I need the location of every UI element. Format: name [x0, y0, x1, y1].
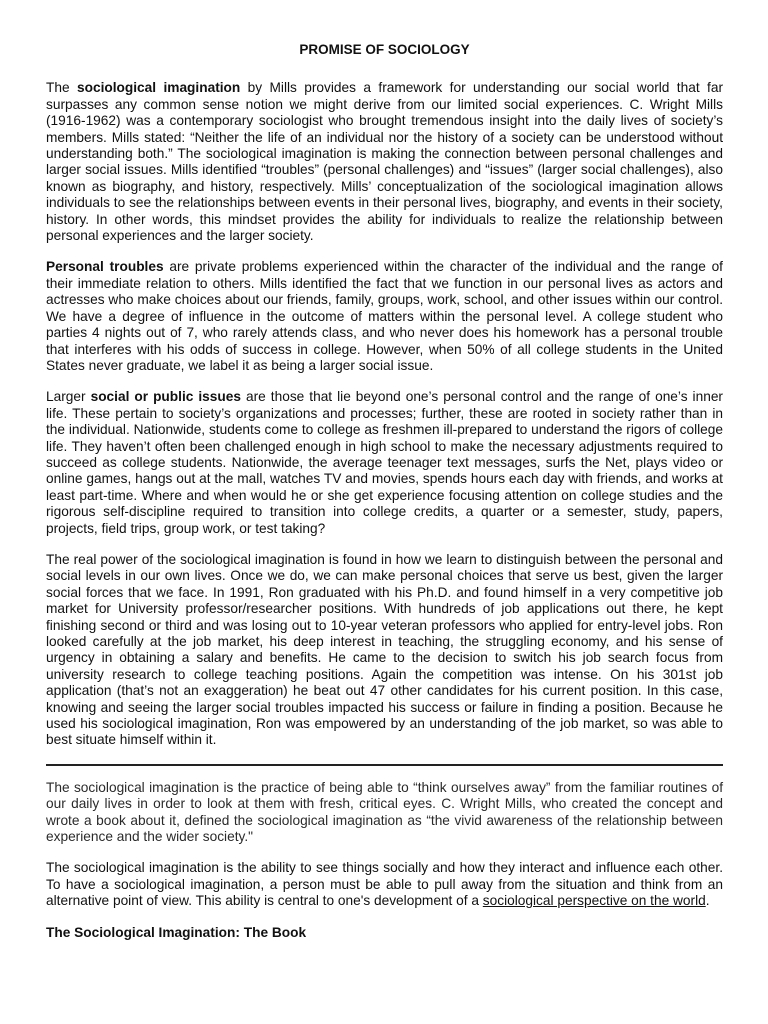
term-public-issues: social or public issues [90, 389, 241, 405]
p3-body: are those that lie beyond one’s personal control and the range of one’s inner life. These pertain to society’s organizations and processes; further, these are rooted in society rather than in the individual. Nationwide, students come to college as freshmen ill-prepared to understand the rigors of college life. They haven’t often been challenged enough in high school to make the necessary adjustments required to succeed as college students. Nationwide, the average teenager text messages, surfs the Net, plays video or online games, hangs out at the mall, watches TV and movies, spends hours each day with friends, and works at least part-time. Where and when would he or she get experience focusing attention on college studies and the rigorous self-discipline required to transition into college credits, a quarter or a semester, study, papers, projects, field trips, group work, or test taking? [46, 389, 723, 536]
p3-pre: Larger [46, 389, 91, 405]
paragraph-think-ourselves-away: The sociological imagination is the practice of being able to “think ourselves away” from the familiar routines of our daily lives in order to look at them with fresh, critical eyes. C. Wright Mills, who created the concept and wrote a book about it, defined the sociological imagination as “the vivid awareness of the relationship between experience and the wider society." [46, 779, 723, 845]
term-sociological-imagination: sociological imagination [76, 80, 241, 96]
section-divider [46, 764, 723, 766]
paragraph-public-issues [46, 389, 723, 537]
document-page [46, 40, 723, 941]
p1-pre: The [46, 80, 77, 96]
p6-post: . [705, 893, 710, 909]
paragraph-personal-troubles [46, 259, 723, 374]
page-title: PROMISE OF SOCIOLOGY [299, 42, 470, 57]
sociological-perspective-link[interactable]: sociological perspective on the world [482, 893, 706, 909]
paragraph-real-power: The real power of the sociological imagination is found in how we learn to distinguish between the personal and social levels in our own lives. Once we do, we can make personal choices that serve us best, given the larger social forces that we face. In 1991, Ron graduated with his Ph.D. and found himself in a very competitive job market for University professor/researcher positions. With hundreds of job applications out there, he kept finishing second or third and was losing out to 10-year veteran professors who applied for entry-level jobs. Ron looked carefully at the job market, his deep interest in teaching, the struggling economy, and his sense of urgency in obtaining a salary and benefits. He came to the decision to switch his job search focus from university research to college teaching positions. Again the competition was intense. On his 301st job application (that’s not an exaggeration) he beat out 47 other candidates for his current position. In this case, knowing and seeing the larger social troubles impacted his success or failure in finding a position. Because he used his sociological imagination, Ron was empowered by an understanding of the job market, so was able to best situate himself within it. [46, 551, 723, 748]
p1-body: by Mills provides a framework for understanding our social world that far surpasses any common sense notion we might derive from our limited social experiences. C. Wright Mills (1916-1962) was a contemporary sociologist who brought tremendous insight into the daily lives of society’s members. Mills stated: “Neither the life of an individual nor the history of a society can be understood without understanding both.” The sociological imagination is making the connection between personal challenges and larger social issues. Mills identified “troubles” (personal challenges) and “issues” (larger social challenges), also known as biography, and history, respectively. Mills’ conceptualization of the sociological imagination allows individuals to see the relationships between events in their personal lives, biography, and events in their society, history. In other words, this mindset provides the ability for individuals to realize the relationship between personal experiences and the larger society. [46, 80, 723, 244]
book-subheading: The Sociological Imagination: The Book [46, 924, 307, 940]
p6-pre: The sociological imagination is the ability to see things socially and how they interact and influence each other. To have a sociological imagination, a person must be able to pull away from the situation and think from an alternative point of view. This ability is central to one's development of a [46, 860, 723, 909]
paragraph-ability [46, 860, 723, 909]
term-personal-troubles: Personal troubles [46, 259, 164, 275]
paragraph-sociological-imagination [46, 80, 723, 244]
p2-body: are private problems experienced within the character of the individual and the range of their immediate relation to others. Mills identified the fact that we function in our personal lives as actors and actresses who make choices about our friends, family, groups, work, school, and other issues within our control. We have a degree of influence in the outcome of matters within the personal level. A college student who parties 4 nights out of 7, who rarely attends class, and who never does his homework has a personal trouble that interferes with his odds of success in college. However, when 50% of all college students in the United States never graduate, we label it as being a larger social issue. [46, 259, 723, 373]
